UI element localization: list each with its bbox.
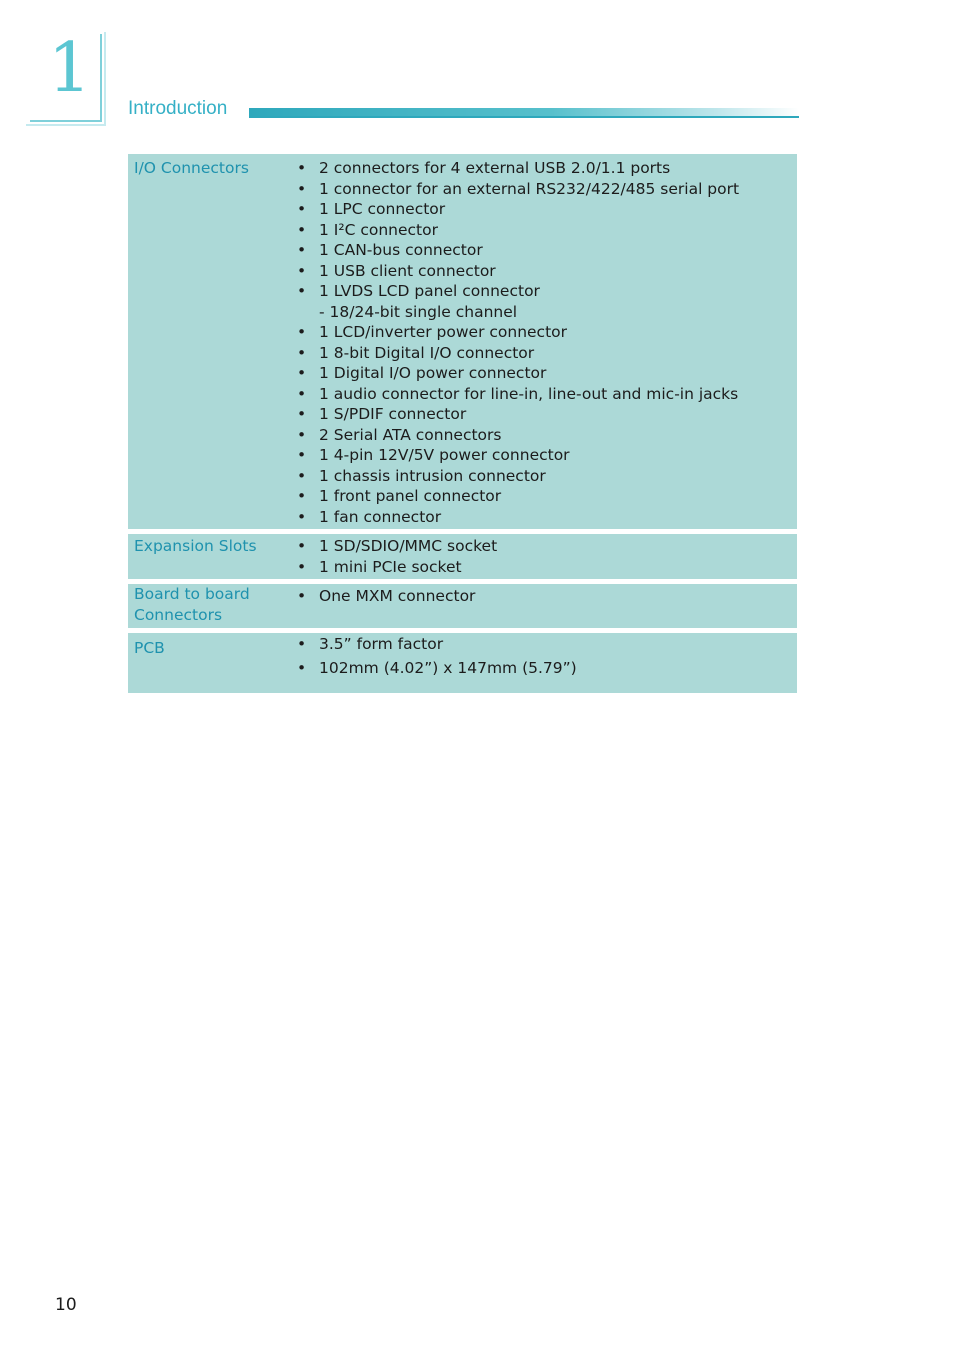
spec-item: • 1 mini PCIe socket <box>290 557 797 578</box>
spec-table <box>128 154 797 698</box>
spec-item: • 1 connector for an external RS232/422/485 serial port <box>290 179 797 200</box>
spec-item: • 1 LPC connector <box>290 199 797 220</box>
spec-item: • 1 LVDS LCD panel connector <box>290 281 797 302</box>
spec-item: • 1 chassis intrusion connector <box>290 466 797 487</box>
spec-item: • 2 connectors for 4 external USB 2.0/1.1 ports <box>290 158 797 179</box>
spec-item: • 1 LCD/inverter power connector <box>290 322 797 343</box>
page-number: 10 <box>55 1295 77 1315</box>
spec-item: • 2 Serial ATA connectors <box>290 425 797 446</box>
chapter-marker-line <box>100 34 102 121</box>
spec-label: Expansion Slots <box>134 537 257 555</box>
spec-item: • 1 USB client connector <box>290 261 797 282</box>
spec-item: • 1 S/PDIF connector <box>290 404 797 425</box>
chapter-marker-line <box>30 120 102 122</box>
spec-item: • 1 fan connector <box>290 507 797 528</box>
spec-list <box>290 536 797 577</box>
chapter-number: 1 <box>48 29 92 108</box>
spec-row-io-connectors <box>128 154 797 529</box>
spec-label: I/O Connectors <box>134 159 249 177</box>
chapter-marker-line <box>104 32 106 126</box>
section-title: Introduction <box>128 98 228 119</box>
spec-item: • 1 CAN-bus connector <box>290 240 797 261</box>
chapter-marker-line <box>26 124 106 126</box>
spec-label: PCB <box>134 639 165 657</box>
spec-item: • 102mm (4.02”) x 147mm (5.79”) <box>290 655 797 681</box>
spec-row-board-to-board <box>128 584 797 628</box>
spec-item: • 1 audio connector for line-in, line-out and mic-in jacks <box>290 384 797 405</box>
spec-item: • 1 SD/SDIO/MMC socket <box>290 536 797 557</box>
spec-item: • 3.5” form factor <box>290 633 797 655</box>
spec-list <box>290 158 797 527</box>
spec-subitem: - 18/24-bit single channel <box>319 302 518 321</box>
spec-item: • One MXM connector <box>290 586 797 607</box>
spec-label: Board to board Connectors <box>134 585 250 624</box>
spec-row-pcb <box>128 633 797 693</box>
title-decoration-line <box>249 116 799 118</box>
spec-item: • 1 I²C connector <box>290 220 797 241</box>
spec-item: • 1 front panel connector <box>290 486 797 507</box>
spec-item: • 1 4-pin 12V/5V power connector <box>290 445 797 466</box>
spec-list <box>290 584 797 626</box>
spec-row-expansion-slots <box>128 534 797 579</box>
spec-item: • 1 Digital I/O power connector <box>290 363 797 384</box>
spec-list <box>290 633 797 681</box>
spec-item: • 1 8-bit Digital I/O connector <box>290 343 797 364</box>
